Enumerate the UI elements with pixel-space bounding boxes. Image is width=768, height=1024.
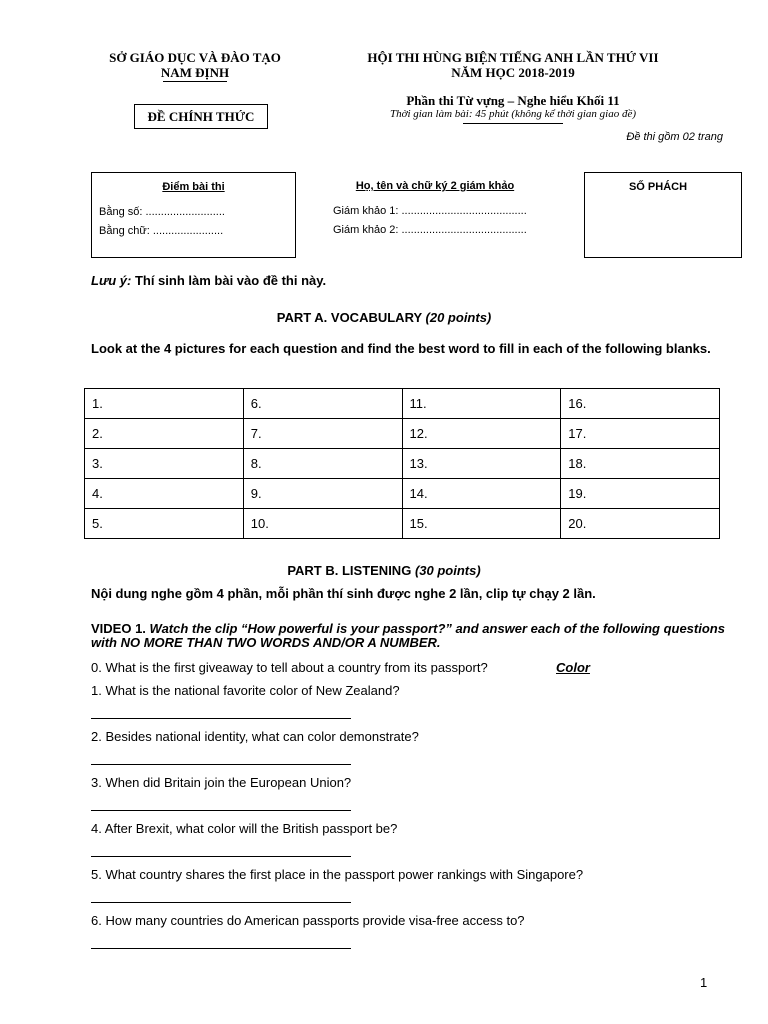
grid-row xyxy=(85,449,720,479)
so-phach-title: SỐ PHÁCH xyxy=(628,181,688,193)
header-divider xyxy=(163,81,227,82)
answer-cell[interactable]: 1. xyxy=(85,389,244,419)
grid-row xyxy=(85,419,720,449)
answer-cell[interactable]: 8. xyxy=(243,449,402,479)
grid-row xyxy=(85,509,720,539)
examiners-title: Họ, tên và chữ ký 2 giám khảo xyxy=(355,180,515,192)
answer-cell[interactable]: 7. xyxy=(243,419,402,449)
question-1: 1. What is the national favorite color of New Zealand? xyxy=(91,683,400,698)
answer-cell[interactable]: 17. xyxy=(561,419,720,449)
video-instruction-text: Watch the clip “How powerful is your passport?” and answer each of the following questions with NO MORE THAN TWO WORDS AND/OR A NUMBER. xyxy=(91,621,725,650)
answer-cell[interactable]: 5. xyxy=(85,509,244,539)
grid-row xyxy=(85,479,720,509)
answer-line-6[interactable] xyxy=(91,948,351,949)
answer-cell[interactable]: 6. xyxy=(243,389,402,419)
question-2: 2. Besides national identity, what can color demonstrate? xyxy=(91,729,419,744)
video-1-instruction xyxy=(91,622,731,650)
header-divider-right xyxy=(463,123,563,124)
question-4: 4. After Brexit, what color will the British passport be? xyxy=(91,821,398,836)
question-5: 5. What country shares the first place in the passport power rankings with Singapore? xyxy=(91,867,584,882)
answer-line-4[interactable] xyxy=(91,856,351,857)
time-note: Thời gian làm bài: 45 phút (không kể thời gian giao đề) xyxy=(389,108,637,120)
school-year: NĂM HỌC 2018-2019 xyxy=(451,65,575,80)
contest-heading xyxy=(330,50,696,124)
examiner-2-field[interactable]: Giám khảo 2: ......................................... xyxy=(333,224,527,236)
answer-cell[interactable]: 11. xyxy=(402,389,561,419)
answer-cell[interactable]: 19. xyxy=(561,479,720,509)
answer-line-2[interactable] xyxy=(91,764,351,765)
grid-row xyxy=(85,389,720,419)
department-name: SỞ GIÁO DỤC VÀ ĐÀO TẠO xyxy=(109,50,281,65)
part-a-title xyxy=(0,310,768,325)
part-a-heading: PART A. VOCABULARY xyxy=(276,310,426,325)
video-label: VIDEO 1. xyxy=(91,621,150,636)
example-question: 0. What is the first giveaway to tell about a country from its passport? xyxy=(91,660,488,675)
score-box-title: Điểm bài thi xyxy=(162,181,225,193)
so-phach-box xyxy=(584,172,742,258)
exam-subject: Phần thi Từ vựng – Nghe hiểu Khối 11 xyxy=(406,93,620,108)
answer-cell[interactable]: 14. xyxy=(402,479,561,509)
province-name: NAM ĐỊNH xyxy=(160,65,230,80)
answer-grid xyxy=(84,388,720,539)
answer-line-5[interactable] xyxy=(91,902,351,903)
question-6: 6. How many countries do American passports provide visa-free access to? xyxy=(91,913,525,928)
part-b-title xyxy=(0,563,768,578)
answer-cell[interactable]: 18. xyxy=(561,449,720,479)
answer-line-3[interactable] xyxy=(91,810,351,811)
part-a-points: (20 points) xyxy=(425,310,492,325)
answer-cell[interactable]: 15. xyxy=(402,509,561,539)
examiner-1-field[interactable]: Giám khảo 1: ......................................... xyxy=(333,205,527,217)
contest-title: HỘI THI HÙNG BIỆN TIẾNG ANH LẦN THỨ VII xyxy=(367,50,659,65)
page-count-note: Đề thi gồm 02 trang xyxy=(626,131,723,143)
score-by-number[interactable]: Bằng số: .......................... xyxy=(99,206,225,218)
answer-cell[interactable]: 2. xyxy=(85,419,244,449)
score-box xyxy=(91,172,296,258)
answer-cell[interactable]: 16. xyxy=(561,389,720,419)
answer-line-1[interactable] xyxy=(91,718,351,719)
note-label: Lưu ý: xyxy=(91,273,132,288)
answer-cell[interactable]: 20. xyxy=(561,509,720,539)
answer-cell[interactable]: 3. xyxy=(85,449,244,479)
department-heading xyxy=(60,50,330,82)
part-b-heading: PART B. LISTENING xyxy=(287,563,415,578)
official-exam-label: ĐỀ CHÍNH THỨC xyxy=(134,104,268,129)
question-3: 3. When did Britain join the European Union? xyxy=(91,775,352,790)
page-number: 1 xyxy=(700,975,708,990)
answer-cell[interactable]: 12. xyxy=(402,419,561,449)
answer-cell[interactable]: 9. xyxy=(243,479,402,509)
note-line xyxy=(91,273,326,288)
part-b-points: (30 points) xyxy=(414,563,481,578)
listening-note: Nội dung nghe gồm 4 phần, mỗi phần thí sinh được nghe 2 lần, clip tự chạy 2 lần. xyxy=(91,586,596,601)
part-a-instruction: Look at the 4 pictures for each question and find the best word to fill in each of the following blanks. xyxy=(91,341,711,356)
note-text: Thí sinh làm bài vào đề thi này. xyxy=(131,273,327,288)
answer-cell[interactable]: 13. xyxy=(402,449,561,479)
score-by-words[interactable]: Bằng chữ: ....................... xyxy=(99,225,224,237)
example-answer: Color xyxy=(556,660,590,675)
answer-cell[interactable]: 4. xyxy=(85,479,244,509)
answer-cell[interactable]: 10. xyxy=(243,509,402,539)
